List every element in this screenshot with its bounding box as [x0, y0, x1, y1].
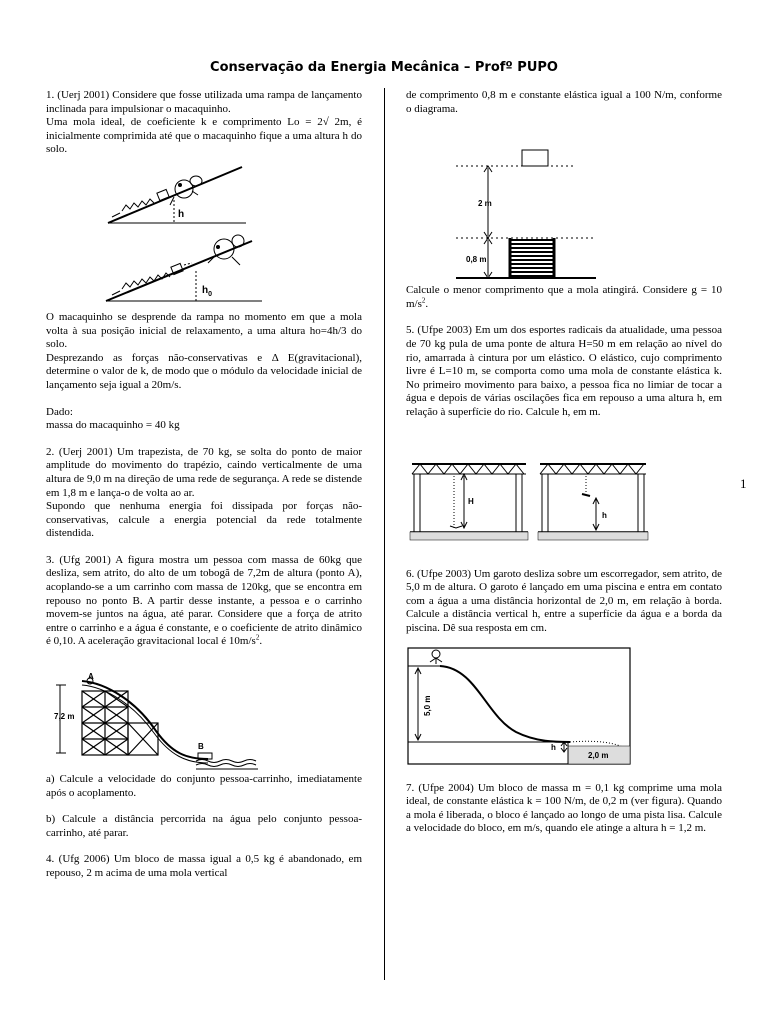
toboggan-figure [46, 661, 362, 771]
spring-icon [510, 238, 554, 278]
page-title: Conservação da Energia Mecânica – Profº PUPO [210, 60, 558, 75]
right-column [406, 89, 722, 836]
q3-item-b: b) Calcule a distância percorrida na água pelo conjunto pessoa-carrinho, até parar. [46, 813, 362, 839]
q3-item-a: a) Calcule a velocidade do conjunto pessoa-carrinho, imediatamente após o acoplamento. [46, 773, 362, 799]
toboggan-point-b-label: B [198, 742, 204, 752]
monkey-ramp-figure-2 [46, 227, 362, 307]
q1-release: O macaquinho se desprende da rampa no momento em que a mola volta à sua posição inicial de relaxamento, a uma altura ho=4h/3 do solo. [46, 310, 362, 351]
q4-text-left: 4. (Ufg 2006) Um bloco de massa igual a 0,5 kg é abandonado, em repouso, 2 m acima de uma mola vertical [46, 853, 362, 879]
q7-text: 7. (Ufpe 2004) Um bloco de massa m = 0,1 kg comprime uma mola ideal, de constante elástica k = 100 N/m, de 0,2 m (ver figura). Quando a mola é liberada, o bloco é lançado ao longo de uma pista lisa. Calcule a velocidade do bloco, em m/s, quando ele atinge a altura h = 1,2 m. [406, 781, 722, 835]
fig-50m-label: 5,0 m [423, 695, 432, 716]
boy-icon [430, 650, 442, 664]
column-divider [384, 88, 385, 980]
q1-dado-label: Dado: [46, 405, 73, 418]
fig2-h0-label: $h_0$ [202, 284, 213, 298]
fig-2m-label: 2 m [478, 199, 492, 209]
block-spring-figure [406, 120, 722, 280]
person-icon [450, 526, 462, 528]
bungee-figure [406, 450, 722, 546]
fig-H-label: H [468, 496, 474, 506]
q3-text: 3. (Ufg 2001) A figura mostra um pessoa com massa de 60kg que desliza, sem atrito, do alto de um tobogã de 7,2m de altura (ponto A), acoplando-se a um carrinho com massa de 120kg, que se encontra em repouso no ponto B. A partir desse instante, a pessoa e o carrinho movem-se juntos na água, até parar. Considere que a força de atrito entre o carrinho e a água é constante, e o coeficiente de atrito dinâmico é 0,10. A aceleração gravitacional local é $10m/s^2$. [46, 553, 362, 648]
page-number: 1 [740, 476, 747, 491]
fig-pool-h-label: h [551, 742, 556, 752]
q5-text: 5. (Ufpe 2003) Em um dos esportes radicais da atualidade, uma pessoa de 70 kg pula de uma ponte de altura H=50 m em relação ao nível do rio, amarrada à cintura por um elástico. O elástico, cujo comprimento livre é L=10 m, se comporta como uma mola de constante elástica k. No primeiro movimento para baixo, a pessoa fica no limiar de tocar a água e depois de várias oscilações fica em repouso a uma altura h, em relação à superfície do rio. Calcule h, em m. [406, 324, 722, 418]
q1-task: Desprezando as forças não-conservativas e Δ E(gravitacional), determine o valor de k, de modo que o módulo da velocidade inicial de lançamento seja igual a 20m/s. [46, 351, 362, 391]
q1-dado-value: massa do macaquinho = 40 kg [46, 419, 180, 432]
q2-text: 2. (Uerj 2001) Um trapezista, de 70 kg, se solta do ponto de maior amplitude do movimento do trapézio, caindo verticalmente de uma altura de 9,0 m na direção de uma rede de segurança. A rede se distende em 1,8 m e lança-o de volta ao ar. [46, 445, 362, 499]
fig1-h-label: h [178, 208, 185, 220]
q6-text: 6. (Ufpe 2003) Um garoto desliza sobre um escorregador, sem atrito, de 5,0 m de altura. O garoto é lançado em uma piscina e entra em contato com a água a uma distância horizontal de 2,0 m, em relação à borda. Calcule a distância vertical h, entre a superfície da água e a borda da piscina. Dê sua resposta em cm. [406, 567, 723, 634]
fig-h-label: h [602, 510, 607, 520]
fig-20m-label: 2,0 m [588, 750, 609, 760]
person-icon [582, 494, 590, 496]
q4-text-right: de comprimento 0,8 m e constante elástica igual a 100 N/m, conforme o diagrama. [406, 89, 722, 115]
fig-08m-label: 0,8 m [466, 255, 487, 265]
slide-pool-figure [406, 646, 722, 768]
toboggan-point-a-label: A [88, 672, 94, 682]
toboggan-height-label: 7,2 m [54, 712, 75, 722]
monkey-ramp-figure-1 [46, 157, 362, 227]
block-icon [522, 150, 548, 166]
q4-question: Calcule o menor comprimento que a mola atingirá. Considere g = 10 $m/s^2$. [406, 284, 722, 310]
left-column [46, 89, 362, 881]
q2-question: Supondo que nenhuma energia foi dissipada por forças não-conservativas, calcule a energia potencial da rede totalmente distendida. [46, 500, 362, 540]
q1-spring: Uma mola ideal, de coeficiente k e comprimento Lo = 2√ 2m, é inicialmente comprimida até que o macaquinho fique a uma altura h do solo. [46, 116, 362, 156]
q1-intro: 1. (Uerj 2001) Considere que fosse utilizada uma rampa de lançamento inclinada para impulsionar o macaquinho. [46, 89, 362, 115]
